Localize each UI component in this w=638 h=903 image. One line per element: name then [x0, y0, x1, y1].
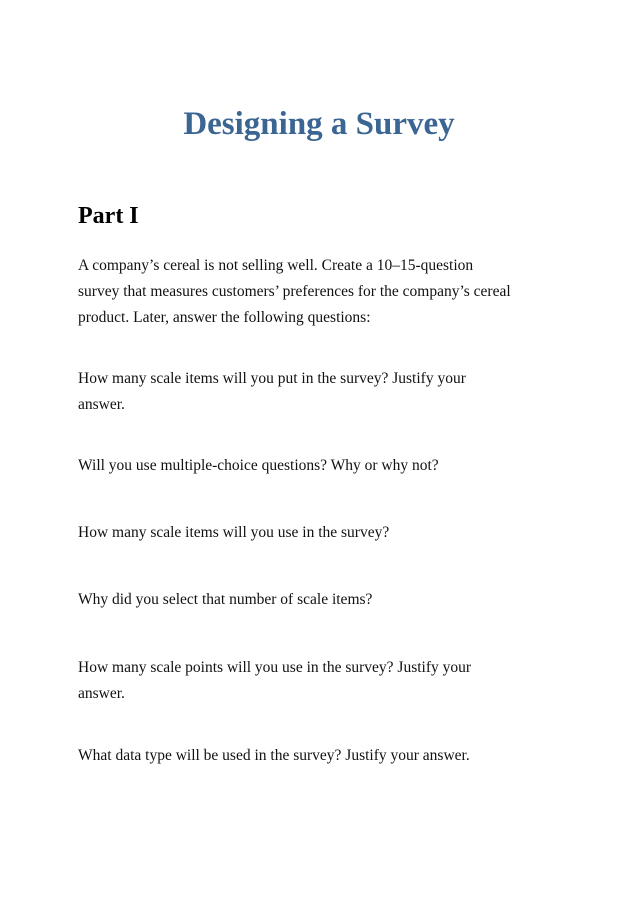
section-heading: Part I	[78, 203, 139, 229]
question-line: answer.	[78, 685, 125, 702]
intro-line: product. Later, answer the following questions:	[78, 309, 371, 326]
question-line: How many scale points will you use in the survey? Justify your	[78, 659, 472, 676]
document-title: Designing a Survey	[183, 106, 455, 142]
question-2	[78, 453, 578, 479]
intro-paragraph	[78, 253, 578, 331]
intro-line: A company’s cereal is not selling well. Create a 10–15-question	[78, 257, 474, 274]
question-line: How many scale items will you put in the survey? Justify your	[78, 370, 466, 387]
question-line: Why did you select that number of scale items?	[78, 591, 373, 608]
intro-line: survey that measures customers’ preferences for the company’s cereal	[78, 283, 511, 300]
question-6	[78, 743, 578, 769]
question-3	[78, 520, 578, 546]
question-line: How many scale items will you use in the survey?	[78, 524, 390, 541]
question-1	[78, 366, 578, 418]
question-line: answer.	[78, 396, 125, 413]
question-line: What data type will be used in the survey? Justify your answer.	[78, 747, 470, 764]
question-line: Will you use multiple-choice questions? Why or why not?	[78, 457, 439, 474]
question-4	[78, 587, 578, 613]
question-5	[78, 655, 578, 707]
